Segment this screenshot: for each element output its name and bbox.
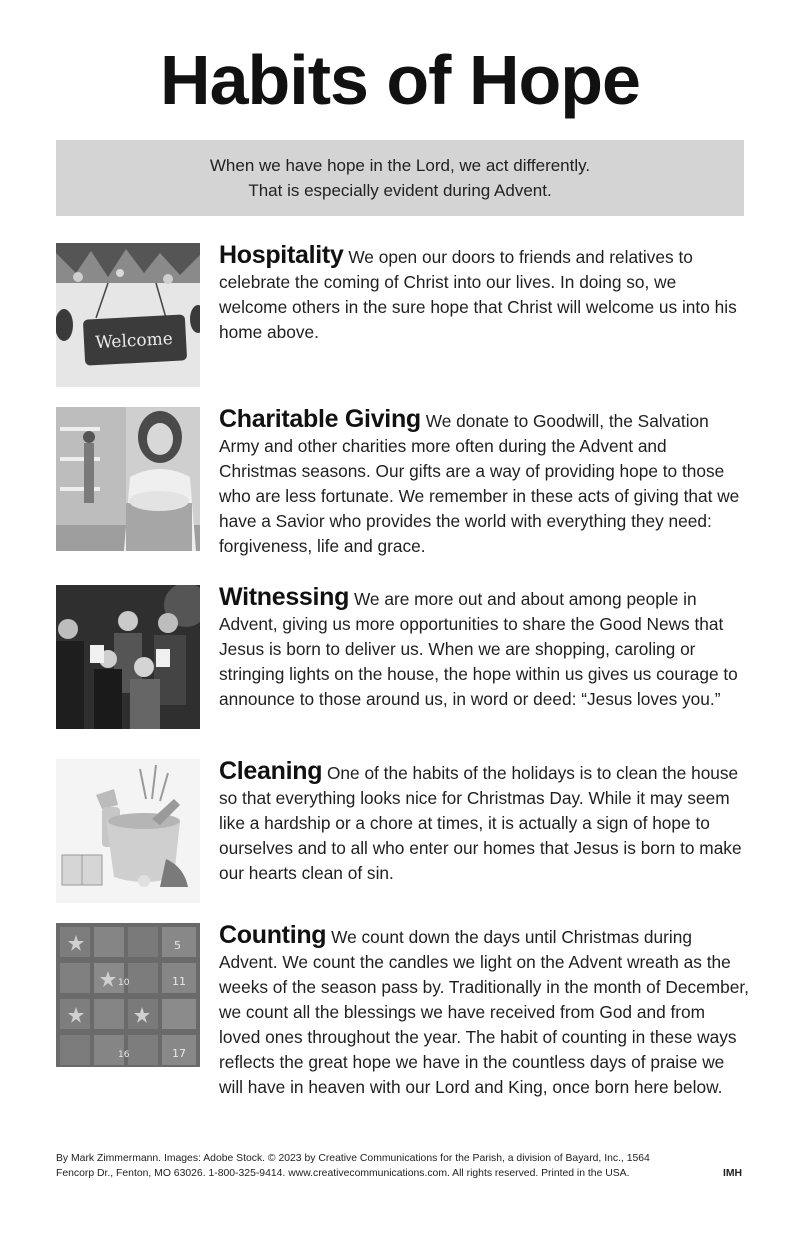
section-body: We count down the days until Christmas during Advent. We count the candles we light on the Advent wreath as the weeks of the season pass by. Traditionally in the month of December, we count all the blessings we have received from God and from loved ones throughout the year. The habit of counting in these ways reflects the great hope we have in the countless days of praise we will have in heaven with our Lord and King, once born here below. xyxy=(219,927,749,1097)
section-text xyxy=(219,923,749,1100)
calendar-number-10: 10 xyxy=(118,978,130,988)
welcome-sign-text: Welcome xyxy=(94,329,174,354)
welcome-sign-photo xyxy=(56,243,200,387)
calendar-number-5: 5 xyxy=(174,939,181,952)
section-heading: Hospitality xyxy=(219,241,344,269)
section-heading: Counting xyxy=(219,921,327,949)
cleaning-supplies-photo xyxy=(56,759,200,903)
intro-line-1: When we have hope in the Lord, we act differently. xyxy=(209,156,591,175)
section-text xyxy=(219,243,749,345)
volunteer-photo xyxy=(56,407,200,551)
section-body: We are more out and about among people in Advent, giving us more opportunities to share the Good News that Jesus is born to deliver us. When we are shopping, caroling or stringing lights on the house, the hope within us gives us courage to announce to those around us, in word or deed: “Jesus loves you.” xyxy=(219,589,738,709)
footer-credits xyxy=(56,1151,746,1181)
section-text xyxy=(219,585,749,712)
calendar-number-16: 16 xyxy=(118,1050,130,1060)
footer-line-2: Fencorp Dr., Fenton, MO 63026. 1-800-325-9414. www.creativecommunications.com. All rights reserved. Printed in the USA. xyxy=(56,1168,630,1179)
section-body: One of the habits of the holidays is to clean the house so that everything looks nice for Christmas Day. While it may seem like a hardship or a chore at times, it is actually a sign of hope to ourselves and to all who enter our homes that Jesus is born to make our hearts clean of sin. xyxy=(219,763,742,883)
advent-calendar-photo xyxy=(56,923,200,1067)
footer-code: IMH xyxy=(722,1168,742,1179)
section-body: We donate to Goodwill, the Salvation Army and other charities more often during the Advent and Christmas seasons. Our gifts are a way of providing hope to those who are less fortunate. We remember in these acts of giving that we have a Savior who provides the world with everything they need: forgiveness, life and grace. xyxy=(219,411,740,556)
carolers-photo xyxy=(56,585,200,729)
section-heading: Cleaning xyxy=(219,757,323,785)
intro-line-2: That is especially evident during Advent. xyxy=(248,181,552,200)
section-heading: Charitable Giving xyxy=(219,405,421,433)
section-text xyxy=(219,407,749,559)
calendar-number-17: 17 xyxy=(172,1047,186,1060)
footer-line-1: By Mark Zimmermann. Images: Adobe Stock. © 2023 by Creative Communications for the Parish, a division of Bayard, Inc., 1564 xyxy=(56,1153,650,1164)
section-heading: Witnessing xyxy=(219,583,350,611)
section-body: We open our doors to friends and relatives to celebrate the coming of Christ into our lives. In doing so, we welcome others in the sure hope that Christ will welcome us into his home above. xyxy=(219,247,737,342)
calendar-number-11: 11 xyxy=(172,975,186,988)
intro-banner xyxy=(56,140,744,216)
page-title: Habits of Hope xyxy=(160,41,640,119)
section-text xyxy=(219,759,749,886)
